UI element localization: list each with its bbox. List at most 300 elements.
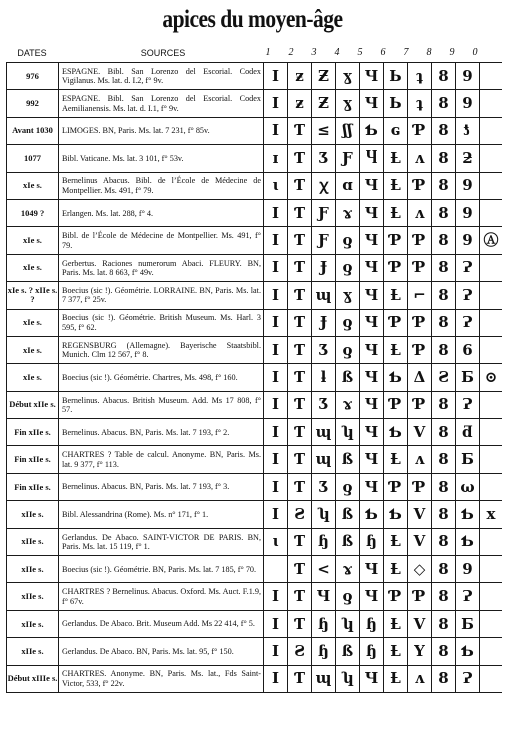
glyph-cell-8: 8 bbox=[432, 665, 456, 692]
glyph-cell-3: ʮ bbox=[312, 501, 336, 528]
glyph-cell-6: Ƚ bbox=[384, 145, 408, 172]
glyph-cell-6: Ƚ bbox=[384, 556, 408, 583]
glyph-cell-6: Ƥ bbox=[384, 254, 408, 281]
header-numeral-7: 7 bbox=[403, 47, 409, 58]
glyph-cell-6: Ƥ bbox=[384, 227, 408, 254]
glyph-cell-2: Ƭ bbox=[288, 254, 312, 281]
glyph-cell-6: Ƥ bbox=[384, 391, 408, 418]
header-numeral-8: 8 bbox=[426, 47, 432, 58]
glyph-cell-1: I bbox=[264, 419, 288, 446]
glyph-cell-5: Ƅ bbox=[360, 117, 384, 144]
glyph-cell-6: Ƚ bbox=[384, 665, 408, 692]
row-source: Boecius (sic !). Géométrie. Chartres, Ms. 498, f° 160. bbox=[59, 364, 264, 391]
glyph-cell-2: Ƭ bbox=[288, 610, 312, 637]
row-date: xIe s. bbox=[7, 336, 59, 363]
glyph-cell-9: Ƃ bbox=[456, 446, 480, 473]
glyph-cell-4: ɤ bbox=[336, 391, 360, 418]
glyph-cell-0 bbox=[480, 528, 503, 555]
row-date: xIe s. bbox=[7, 227, 59, 254]
glyph-cell-4: ß bbox=[336, 501, 360, 528]
glyph-cell-6: Ƚ bbox=[384, 282, 408, 309]
glyph-cell-7: ◇ bbox=[408, 556, 432, 583]
row-date: Fin xIIe s. bbox=[7, 446, 59, 473]
glyph-cell-3: Ч bbox=[312, 583, 336, 610]
glyph-cell-5: Ƅ bbox=[360, 501, 384, 528]
glyph-cell-1: ɩ bbox=[264, 528, 288, 555]
glyph-cell-1: I bbox=[264, 63, 288, 90]
glyph-cell-9: 9 bbox=[456, 199, 480, 226]
glyph-cell-1: I bbox=[264, 583, 288, 610]
glyph-cell-8: 8 bbox=[432, 254, 456, 281]
header-numeral-4: 4 bbox=[334, 47, 340, 58]
glyph-cell-8: 8 bbox=[432, 90, 456, 117]
glyph-cell-5: ɧ bbox=[360, 610, 384, 637]
glyph-cell-4: ƍ bbox=[336, 254, 360, 281]
glyph-cell-6: Ƥ bbox=[384, 473, 408, 500]
glyph-cell-8: 8 bbox=[432, 583, 456, 610]
row-source: Bibl. Alessandrina (Rome). Ms. n° 171, f° 1. bbox=[59, 501, 264, 528]
glyph-cell-8: 8 bbox=[432, 309, 456, 336]
row-date: Avant 1030 bbox=[7, 117, 59, 144]
glyph-cell-4: ʮ bbox=[336, 419, 360, 446]
glyph-cell-9: Ƅ bbox=[456, 501, 480, 528]
glyph-cell-2: Ƭ bbox=[288, 665, 312, 692]
glyph-cell-3: Ʒ bbox=[312, 391, 336, 418]
table-row bbox=[7, 227, 503, 254]
glyph-cell-4: ɣ bbox=[336, 90, 360, 117]
glyph-cell-3: Ƒ bbox=[312, 199, 336, 226]
row-source: Gerlandus. De Abaco. SAINT-VICTOR DE PARIS. BN, Paris. Ms. lat. 15 119, f° 1. bbox=[59, 528, 264, 555]
row-source: Bernelinus. Abacus. British Museum. Add. Ms 17 808, f° 57. bbox=[59, 391, 264, 418]
row-source: Gerbertus. Raciones numerorum Abaci. FLEURY. BN, Paris. Ms. lat. 8 663, f° 49v. bbox=[59, 254, 264, 281]
glyph-cell-5: Ч bbox=[360, 583, 384, 610]
glyph-cell-2: Ƨ bbox=[288, 638, 312, 665]
glyph-cell-7: V bbox=[408, 610, 432, 637]
glyph-cell-1: I bbox=[264, 391, 288, 418]
row-source: Boecius (sic !). Géométrie. LORRAINE. BN, Paris. Ms. lat. 7 377, f° 25v. bbox=[59, 282, 264, 309]
glyph-cell-7: ⌐ bbox=[408, 282, 432, 309]
table-row bbox=[7, 199, 503, 226]
glyph-cell-4: ʮ bbox=[336, 665, 360, 692]
row-source: ESPAGNE. Bibl. San Lorenzo del Escorial. Codex Vigilanus. Ms. lat. d. I.2, f° 9v. bbox=[59, 63, 264, 90]
row-date: xIe s. bbox=[7, 172, 59, 199]
glyph-cell-3: Ƒ bbox=[312, 227, 336, 254]
header-numeral-0: 0 bbox=[472, 47, 478, 58]
glyph-cell-1: I bbox=[264, 665, 288, 692]
glyph-cell-1: I bbox=[264, 199, 288, 226]
glyph-cell-7: ʌ bbox=[408, 665, 432, 692]
glyph-cell-7: ʇ bbox=[408, 90, 432, 117]
glyph-cell-1: I bbox=[264, 90, 288, 117]
glyph-cell-0: Ⓐ bbox=[480, 227, 503, 254]
glyph-cell-5: Ч bbox=[360, 254, 384, 281]
glyph-cell-0 bbox=[480, 419, 503, 446]
glyph-cell-6: Ƚ bbox=[384, 172, 408, 199]
glyph-cell-5: Ч bbox=[360, 90, 384, 117]
glyph-cell-6: Ƚ bbox=[384, 528, 408, 555]
glyph-cell-0 bbox=[480, 309, 503, 336]
glyph-cell-2: Ƨ bbox=[288, 501, 312, 528]
row-date: xIIe s. bbox=[7, 610, 59, 637]
table-row bbox=[7, 145, 503, 172]
glyph-cell-1: I bbox=[264, 117, 288, 144]
glyph-cell-7: V bbox=[408, 528, 432, 555]
glyph-cell-7: Ƥ bbox=[408, 254, 432, 281]
row-source: Bernelinus Abacus. Bibl. de l’École de Médecine de Montpellier. Ms. 491, f° 79. bbox=[59, 172, 264, 199]
glyph-cell-2: ƶ bbox=[288, 63, 312, 90]
glyph-cell-0 bbox=[480, 446, 503, 473]
header-dates: DATES bbox=[17, 48, 47, 58]
glyph-cell-0 bbox=[480, 199, 503, 226]
glyph-cell-4: ɣ bbox=[336, 282, 360, 309]
glyph-cell-9: 9 bbox=[456, 556, 480, 583]
header-numeral-9: 9 bbox=[449, 47, 455, 58]
glyph-cell-1: I bbox=[264, 254, 288, 281]
glyph-cell-8: 8 bbox=[432, 556, 456, 583]
row-date: xIIe s. bbox=[7, 528, 59, 555]
row-date: 992 bbox=[7, 90, 59, 117]
row-source: CHARTRES. Anonyme. BN, Paris. Ms. lat., Fds Saint-Victor, 533, f° 22v. bbox=[59, 665, 264, 692]
glyph-cell-0 bbox=[480, 336, 503, 363]
glyph-cell-5: Ч bbox=[360, 391, 384, 418]
glyph-cell-6: Ƚ bbox=[384, 199, 408, 226]
glyph-cell-4: ɤ bbox=[336, 556, 360, 583]
glyph-cell-1: I bbox=[264, 610, 288, 637]
glyph-cell-2: Ƭ bbox=[288, 227, 312, 254]
glyph-cell-4: Ƒ bbox=[336, 145, 360, 172]
glyph-cell-7: Ƥ bbox=[408, 309, 432, 336]
glyph-cell-6: ɢ bbox=[384, 117, 408, 144]
glyph-cell-8: 8 bbox=[432, 117, 456, 144]
row-date: xIIe s. bbox=[7, 501, 59, 528]
glyph-cell-6: Ƚ bbox=[384, 610, 408, 637]
glyph-cell-3: ƚ bbox=[312, 364, 336, 391]
glyph-cell-2: Ƭ bbox=[288, 336, 312, 363]
row-date: xIIe s. bbox=[7, 556, 59, 583]
row-date: 1049 ? bbox=[7, 199, 59, 226]
glyph-cell-8: 8 bbox=[432, 638, 456, 665]
row-source: Gerlandus. De Abaco. BN, Paris. Ms. lat. 95, f° 150. bbox=[59, 638, 264, 665]
glyph-cell-4: ɣ bbox=[336, 63, 360, 90]
glyph-cell-8: 8 bbox=[432, 336, 456, 363]
glyph-cell-2: Ƭ bbox=[288, 117, 312, 144]
table-row bbox=[7, 254, 503, 281]
glyph-cell-5: ɧ bbox=[360, 528, 384, 555]
glyph-cell-7: Y bbox=[408, 638, 432, 665]
glyph-cell-0 bbox=[480, 638, 503, 665]
glyph-cell-6: Ƥ bbox=[384, 309, 408, 336]
glyph-cell-5: Ч bbox=[360, 227, 384, 254]
header-sources: SOURCES bbox=[140, 48, 186, 58]
glyph-cell-5: Ч bbox=[360, 473, 384, 500]
glyph-cell-6: Ƚ bbox=[384, 336, 408, 363]
row-date: Fin xIIe s. bbox=[7, 419, 59, 446]
glyph-cell-2: Ƭ bbox=[288, 172, 312, 199]
glyph-cell-1: I bbox=[264, 364, 288, 391]
glyph-cell-1: I bbox=[264, 501, 288, 528]
row-date: xIe s. bbox=[7, 309, 59, 336]
header-numeral-2: 2 bbox=[288, 47, 294, 58]
glyph-cell-7: V bbox=[408, 501, 432, 528]
glyph-cell-6: Ƚ bbox=[384, 638, 408, 665]
glyph-cell-1: I bbox=[264, 446, 288, 473]
glyph-cell-0 bbox=[480, 254, 503, 281]
row-source: LIMOGES. BN, Paris. Ms. lat. 7 231, f° 85v. bbox=[59, 117, 264, 144]
glyph-cell-3: Ʒ bbox=[312, 145, 336, 172]
table-row bbox=[7, 117, 503, 144]
glyph-cell-5: ɧ bbox=[360, 638, 384, 665]
glyph-cell-3: ɧ bbox=[312, 528, 336, 555]
glyph-cell-9: Ƅ bbox=[456, 528, 480, 555]
row-source: Boecius (sic !). Géométrie. BN, Paris. Ms. lat. 7 185, f° 70. bbox=[59, 556, 264, 583]
header-numeral-1: 1 bbox=[265, 47, 271, 58]
glyph-cell-3: ɰ bbox=[312, 419, 336, 446]
glyph-cell-9: Ƅ bbox=[456, 638, 480, 665]
glyph-cell-8: 8 bbox=[432, 528, 456, 555]
glyph-cell-8: 8 bbox=[432, 282, 456, 309]
row-date: xIe s. bbox=[7, 364, 59, 391]
table-row bbox=[7, 556, 503, 583]
glyph-cell-9: Ɂ bbox=[456, 282, 480, 309]
glyph-cell-9: ƌ bbox=[456, 419, 480, 446]
table-row bbox=[7, 336, 503, 363]
row-source: REGENSBURG (Allemagne). Bayerische Staatsbibl. Munich. Clm 12 567, f° 8. bbox=[59, 336, 264, 363]
glyph-cell-1: I bbox=[264, 309, 288, 336]
row-date: Début xIIIe s. bbox=[7, 665, 59, 692]
glyph-cell-5: Ч bbox=[360, 364, 384, 391]
glyph-cell-0 bbox=[480, 610, 503, 637]
table-row bbox=[7, 665, 503, 692]
row-source: ESPAGNE. Bibl. San Lorenzo del Escorial. Codex Aemilianensis. Ms. lat. d. I.1, f° 9v. bbox=[59, 90, 264, 117]
glyph-cell-8: 8 bbox=[432, 172, 456, 199]
glyph-cell-9: ω bbox=[456, 473, 480, 500]
glyph-cell-3: Ƶ bbox=[312, 90, 336, 117]
glyph-cell-9: ƻ bbox=[456, 145, 480, 172]
glyph-cell-8: 8 bbox=[432, 610, 456, 637]
glyph-cell-4: ß bbox=[336, 364, 360, 391]
glyph-cell-8: 8 bbox=[432, 473, 456, 500]
glyph-cell-9: 9 bbox=[456, 63, 480, 90]
table-row bbox=[7, 501, 503, 528]
glyph-cell-2: Ƭ bbox=[288, 309, 312, 336]
glyph-cell-3: ɰ bbox=[312, 282, 336, 309]
header-numeral-6: 6 bbox=[380, 47, 386, 58]
glyph-cell-9: 9 bbox=[456, 90, 480, 117]
glyph-cell-0 bbox=[480, 583, 503, 610]
table-row bbox=[7, 282, 503, 309]
glyph-cell-9: Ɂ bbox=[456, 583, 480, 610]
glyph-cell-5: Ч bbox=[360, 63, 384, 90]
glyph-cell-8: 8 bbox=[432, 227, 456, 254]
glyph-cell-9: ƾ bbox=[456, 117, 480, 144]
glyph-cell-4: ƍ bbox=[336, 473, 360, 500]
glyph-cell-7: Ƥ bbox=[408, 391, 432, 418]
row-source: Bibl. Vaticane. Ms. lat. 3 101, f° 53v. bbox=[59, 145, 264, 172]
glyph-cell-7: Ƥ bbox=[408, 117, 432, 144]
glyph-cell-0 bbox=[480, 665, 503, 692]
page-title: apices du moyen-âge bbox=[162, 6, 343, 33]
glyph-cell-3: Ƶ bbox=[312, 63, 336, 90]
glyph-cell-4: ƍ bbox=[336, 583, 360, 610]
glyph-cell-0 bbox=[480, 117, 503, 144]
table-row bbox=[7, 638, 503, 665]
glyph-cell-5: Ч bbox=[360, 282, 384, 309]
glyph-cell-9: Ɂ bbox=[456, 254, 480, 281]
table-row bbox=[7, 610, 503, 637]
glyph-cell-5: Ч bbox=[360, 199, 384, 226]
table-row bbox=[7, 473, 503, 500]
glyph-cell-0 bbox=[480, 90, 503, 117]
table-row bbox=[7, 583, 503, 610]
glyph-cell-8: 8 bbox=[432, 419, 456, 446]
glyph-cell-4: ƍ bbox=[336, 227, 360, 254]
glyph-cell-5: Ⴗ bbox=[360, 145, 384, 172]
glyph-cell-4: ʮ bbox=[336, 610, 360, 637]
table-row bbox=[7, 391, 503, 418]
glyph-cell-5: Ч bbox=[360, 556, 384, 583]
glyph-cell-2: Ƭ bbox=[288, 199, 312, 226]
glyph-cell-9: Ɂ bbox=[456, 665, 480, 692]
glyph-cell-0 bbox=[480, 145, 503, 172]
row-source: Bibl. de l’École de Médecine de Montpellier. Ms. 491, f° 79. bbox=[59, 227, 264, 254]
glyph-cell-4: ƍ bbox=[336, 309, 360, 336]
row-source: Gerlandus. De Abaco. Brit. Museum Add. Ms 22 414, f° 5. bbox=[59, 610, 264, 637]
glyph-cell-9: 6 bbox=[456, 336, 480, 363]
glyph-cell-1: I bbox=[264, 336, 288, 363]
apices-table bbox=[6, 62, 502, 693]
glyph-cell-0: x bbox=[480, 501, 503, 528]
glyph-cell-0 bbox=[480, 556, 503, 583]
glyph-cell-5: Ч bbox=[360, 309, 384, 336]
glyph-cell-3: < bbox=[312, 556, 336, 583]
glyph-cell-6: Ƥ bbox=[384, 583, 408, 610]
row-date: 1077 bbox=[7, 145, 59, 172]
glyph-cell-2: Ƭ bbox=[288, 419, 312, 446]
glyph-cell-6: Ƅ bbox=[384, 419, 408, 446]
glyph-cell-0 bbox=[480, 473, 503, 500]
glyph-cell-1: I bbox=[264, 473, 288, 500]
glyph-cell-2: Ƭ bbox=[288, 391, 312, 418]
glyph-cell-7: Ƥ bbox=[408, 172, 432, 199]
glyph-cell-8: 8 bbox=[432, 63, 456, 90]
glyph-cell-7: ʌ bbox=[408, 446, 432, 473]
glyph-cell-9: Ƃ bbox=[456, 364, 480, 391]
glyph-cell-2: Ƭ bbox=[288, 446, 312, 473]
glyph-cell-4: ß bbox=[336, 638, 360, 665]
glyph-cell-4: ß bbox=[336, 528, 360, 555]
glyph-cell-6: Ь bbox=[384, 63, 408, 90]
table-row bbox=[7, 364, 503, 391]
glyph-cell-7: Ƥ bbox=[408, 473, 432, 500]
glyph-cell-2: Ƭ bbox=[288, 583, 312, 610]
glyph-cell-3: ɰ bbox=[312, 665, 336, 692]
glyph-cell-2: Ƭ bbox=[288, 145, 312, 172]
glyph-cell-3: Ʒ bbox=[312, 336, 336, 363]
glyph-cell-5: Ч bbox=[360, 172, 384, 199]
row-source: CHARTRES ? Table de calcul. Anonyme. BN, Paris. Ms. lat. 9 377, f° 113. bbox=[59, 446, 264, 473]
glyph-cell-9: Ɂ bbox=[456, 391, 480, 418]
table-header bbox=[0, 46, 505, 62]
glyph-cell-0: ⊙ bbox=[480, 364, 503, 391]
glyph-cell-2: Ƭ bbox=[288, 364, 312, 391]
glyph-cell-3: Ɉ bbox=[312, 309, 336, 336]
glyph-cell-5: Ч bbox=[360, 336, 384, 363]
row-date: xIe s. ? xIIe s. ? bbox=[7, 282, 59, 309]
row-source: Erlangen. Ms. lat. 288, f° 4. bbox=[59, 199, 264, 226]
glyph-cell-9: 9 bbox=[456, 172, 480, 199]
glyph-cell-1: I bbox=[264, 638, 288, 665]
row-source: CHARTRES ? Bernelinus. Abacus. Oxford. Ms. Auct. F.1.9, f° 67v. bbox=[59, 583, 264, 610]
glyph-cell-3: ɧ bbox=[312, 638, 336, 665]
glyph-cell-4: ß bbox=[336, 446, 360, 473]
header-numeral-3: 3 bbox=[311, 47, 317, 58]
row-date: xIIe s. bbox=[7, 583, 59, 610]
glyph-cell-9: 9 bbox=[456, 227, 480, 254]
table-row bbox=[7, 528, 503, 555]
row-source: Bernelinus. Abacus. BN, Paris. Ms. lat. 7 193, f° 2. bbox=[59, 419, 264, 446]
glyph-cell-0 bbox=[480, 172, 503, 199]
glyph-cell-8: 8 bbox=[432, 446, 456, 473]
glyph-cell-1 bbox=[264, 556, 288, 583]
glyph-cell-6: Ƅ bbox=[384, 364, 408, 391]
row-date: xIe s. bbox=[7, 254, 59, 281]
glyph-cell-0 bbox=[480, 282, 503, 309]
glyph-cell-7: ʌ bbox=[408, 145, 432, 172]
row-date: xIIe s. bbox=[7, 638, 59, 665]
glyph-cell-7: ʌ bbox=[408, 199, 432, 226]
row-source: Bernelinus. Abacus. BN, Paris. Ms. lat. 7 193, f° 3. bbox=[59, 473, 264, 500]
glyph-cell-7: Δ bbox=[408, 364, 432, 391]
table-row bbox=[7, 419, 503, 446]
glyph-cell-4: ɑ bbox=[336, 172, 360, 199]
glyph-cell-9: Ɂ bbox=[456, 309, 480, 336]
table-row bbox=[7, 172, 503, 199]
row-date: Début xIIe s. bbox=[7, 391, 59, 418]
row-date: Fin xIIe s. bbox=[7, 473, 59, 500]
glyph-cell-7: Ƥ bbox=[408, 227, 432, 254]
glyph-cell-9: Ƃ bbox=[456, 610, 480, 637]
glyph-cell-0 bbox=[480, 63, 503, 90]
glyph-cell-0 bbox=[480, 391, 503, 418]
glyph-cell-5: Ч bbox=[360, 665, 384, 692]
glyph-cell-2: Ƭ bbox=[288, 556, 312, 583]
glyph-cell-3: ꭓ bbox=[312, 172, 336, 199]
glyph-cell-3: ɧ bbox=[312, 610, 336, 637]
glyph-cell-6: Ƚ bbox=[384, 446, 408, 473]
glyph-cell-3: ≤ bbox=[312, 117, 336, 144]
glyph-cell-8: 8 bbox=[432, 391, 456, 418]
glyph-cell-2: Ƭ bbox=[288, 473, 312, 500]
row-source: Boecius (sic !). Géométrie. British Museum. Ms. Harl. 3 595, f° 62. bbox=[59, 309, 264, 336]
glyph-cell-8: Ƨ bbox=[432, 364, 456, 391]
glyph-cell-2: ƶ bbox=[288, 90, 312, 117]
glyph-cell-4: ɤ bbox=[336, 199, 360, 226]
glyph-cell-3: ɰ bbox=[312, 446, 336, 473]
header-numeral-5: 5 bbox=[357, 47, 363, 58]
glyph-cell-4: ƍ bbox=[336, 336, 360, 363]
glyph-cell-6: Ƅ bbox=[384, 501, 408, 528]
glyph-cell-8: 8 bbox=[432, 501, 456, 528]
apices-table-body bbox=[7, 63, 503, 693]
glyph-cell-8: 8 bbox=[432, 199, 456, 226]
glyph-cell-5: Ч bbox=[360, 446, 384, 473]
glyph-cell-1: ɪ bbox=[264, 145, 288, 172]
table-row bbox=[7, 309, 503, 336]
glyph-cell-1: I bbox=[264, 227, 288, 254]
glyph-cell-1: I bbox=[264, 282, 288, 309]
glyph-cell-3: Ɉ bbox=[312, 254, 336, 281]
glyph-cell-7: Ƥ bbox=[408, 336, 432, 363]
